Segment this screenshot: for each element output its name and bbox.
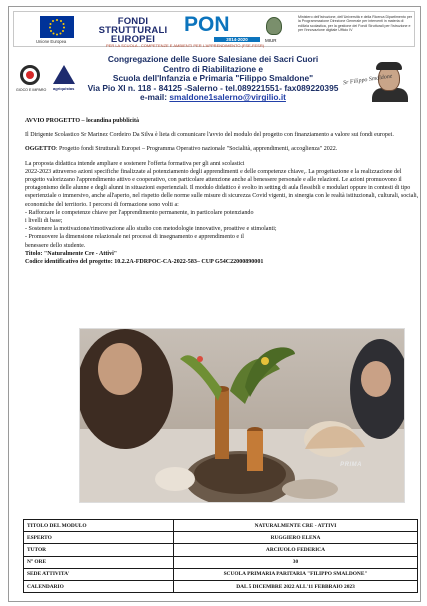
row-value: NATURALMENTE CRE - ATTIVI [174, 520, 418, 532]
table-row [24, 532, 418, 544]
founder-signature: Sr Filippo Smaldone [342, 73, 393, 87]
row-value: RUGGIERO ELENA [174, 532, 418, 544]
project-title: Titolo: "Naturalmente Cre - Attivi" [25, 250, 118, 257]
announcement-body [25, 117, 421, 266]
table-row [24, 544, 418, 556]
email-label: e-mail: [140, 92, 170, 103]
activity-photo-image [80, 329, 405, 503]
header-line1: Congregazione delle Suore Salesiane dei Sacri Cuori [107, 54, 319, 64]
banner-subtitle: PER LA SCUOLA - COMPETENZE E AMBIENTI PER L'APPRENDIMENTO (FSE-FESR) [106, 43, 265, 48]
row-label: TITOLO DEL MODULO [24, 520, 174, 532]
row-label: N° ORE [24, 556, 174, 568]
gioco-logo-icon [20, 65, 40, 85]
bullet-2: - Sostenere la motivazione/rimotivazione allo studio con metodologie innovative, proattive e stimolanti; [25, 226, 277, 233]
project-code: Codice identificativo del progetto: 10.2.2A-FDRPOC-CA-2022-583– CUP G54C22000890001 [25, 259, 264, 266]
row-label: SEDE ATTIVITA' [24, 568, 174, 580]
bullet-1b: i livelli di base; [25, 218, 63, 225]
row-value: DAL 5 DICEMBRE 2022 ALL'11 FEBBRAIO 2023 [174, 580, 418, 592]
agriquistas-logo-icon [53, 65, 75, 84]
proposal-paragraph: La proposta didattica intende ampliare e sostenere l'offerta formativa per gli anni scolastici [25, 160, 245, 167]
table-row [24, 580, 418, 592]
photo-watermark: PRIMA [340, 462, 362, 468]
row-label: TUTOR [24, 544, 174, 556]
email-link[interactable]: smaldone1salerno@virgilio.it [169, 92, 286, 103]
announcement-heading: AVVIO PROGETTO – locandina pubblicità [25, 118, 140, 124]
actions-paragraph: 2022-2023 attraverso azioni specifiche finalizzate al potenziamento degli apprendimenti e delle competenze chiave,. La progettazione e la realizzazione del progetto valorizzano l'apprendimento attivo e cooperativo, con particolare attenzione anche al benessere personale e alle relazioni. Le azioni promuovono il [25, 168, 402, 184]
fondi-line3: EUROPEI [110, 34, 156, 45]
fondi-strutturali-logo [94, 17, 172, 44]
table-row [24, 520, 418, 532]
right-logo-caption: agriquistas [53, 86, 75, 91]
pon-logo [184, 15, 244, 39]
fondi-line1: FONDI [117, 16, 149, 27]
row-label: ESPERTO [24, 532, 174, 544]
fondi-line2: STRUTTURALI [98, 25, 168, 36]
institution-header [79, 55, 347, 103]
left-logo-caption: GIOCO E IMPARO [16, 88, 47, 92]
bullet-3a: - Promuovere la dimensione relazionale nei processi di insegnamento e apprendimento e il [25, 234, 244, 241]
ministry-text: Ministero dell'Istruzione, dell'Università e della Ricerca Dipartimento per la Programmazione Direzione Generale per interventi in materia di edilizia scolastica, per la gestione dei Fondi Strutturali per l'istruzione e per l'innovazione digitale Ufficio IV [298, 15, 413, 33]
bullet-1a: - Rafforzare le competenze chiave per l'apprendimento permanente, in particolare potenziando [25, 209, 254, 216]
protagonism-paragraph: protagonismo delle alunne e degli alunni in situazioni esperienziali. Il modulo didattico è svolto in setting di aula flessibili e modulari oppure in contesti di tipo esperienziale o immersivo, anche all'aperto, nel rispetto delle norme sulle misure di sicurezza Covid vigenti, in sinergia con le realtà istituzionali, culturali, sociali, economiche del territorio. I percorsi di formazione sono volti a: [25, 185, 419, 208]
subject-text: : Progetto fondi Strutturali Europei – Programma Operativo nazionale "Socialità, apprendimenti, accoglienza" 2022. [55, 146, 338, 153]
funding-banner [13, 11, 415, 47]
header-line2: Centro di Riabilitazione e [162, 63, 264, 74]
pon-years: 2014-2020 [214, 37, 260, 42]
pon-word: PON [184, 13, 230, 36]
header-line3: Scuola dell'Infanzia e Primaria "Filippo Smaldone" [112, 73, 314, 84]
subject-paragraph [25, 145, 421, 153]
miur-label: MIUR [265, 38, 277, 43]
row-value: 30 [174, 556, 418, 568]
row-value: ARCIUOLO FEDERICA [174, 544, 418, 556]
portrait-hat [376, 62, 402, 70]
eu-flag-icon [40, 16, 74, 38]
module-details-table [23, 519, 418, 593]
bullet-3b: benessere dello studente. [25, 242, 86, 249]
table-row [24, 556, 418, 568]
row-value: SCUOLA PRIMARIA PARITARIA "FILIPPO SMALDONE" [174, 568, 418, 580]
activity-photo [79, 328, 405, 503]
partner-logos [13, 63, 83, 97]
table-row [24, 568, 418, 580]
founder-portrait [369, 62, 411, 104]
italian-emblem-icon [266, 17, 282, 35]
header-email [79, 93, 347, 103]
document-page [8, 6, 421, 602]
intro-paragraph: Il Dirigente Scolastico Sr Marinez Cordeiro Da Silva è lieta di comunicare l'avvio del modulo del progetto con finanziamento a valore sui fondi europei. [25, 132, 394, 139]
row-label: CALENDARIO [24, 580, 174, 592]
subject-label: OGGETTO [25, 146, 56, 153]
eu-caption: Unione Europea [36, 39, 67, 44]
header-address: Via Pio XI n. 118 - 84125 -Salerno - tel.089221551- fax089220395 [87, 82, 339, 93]
